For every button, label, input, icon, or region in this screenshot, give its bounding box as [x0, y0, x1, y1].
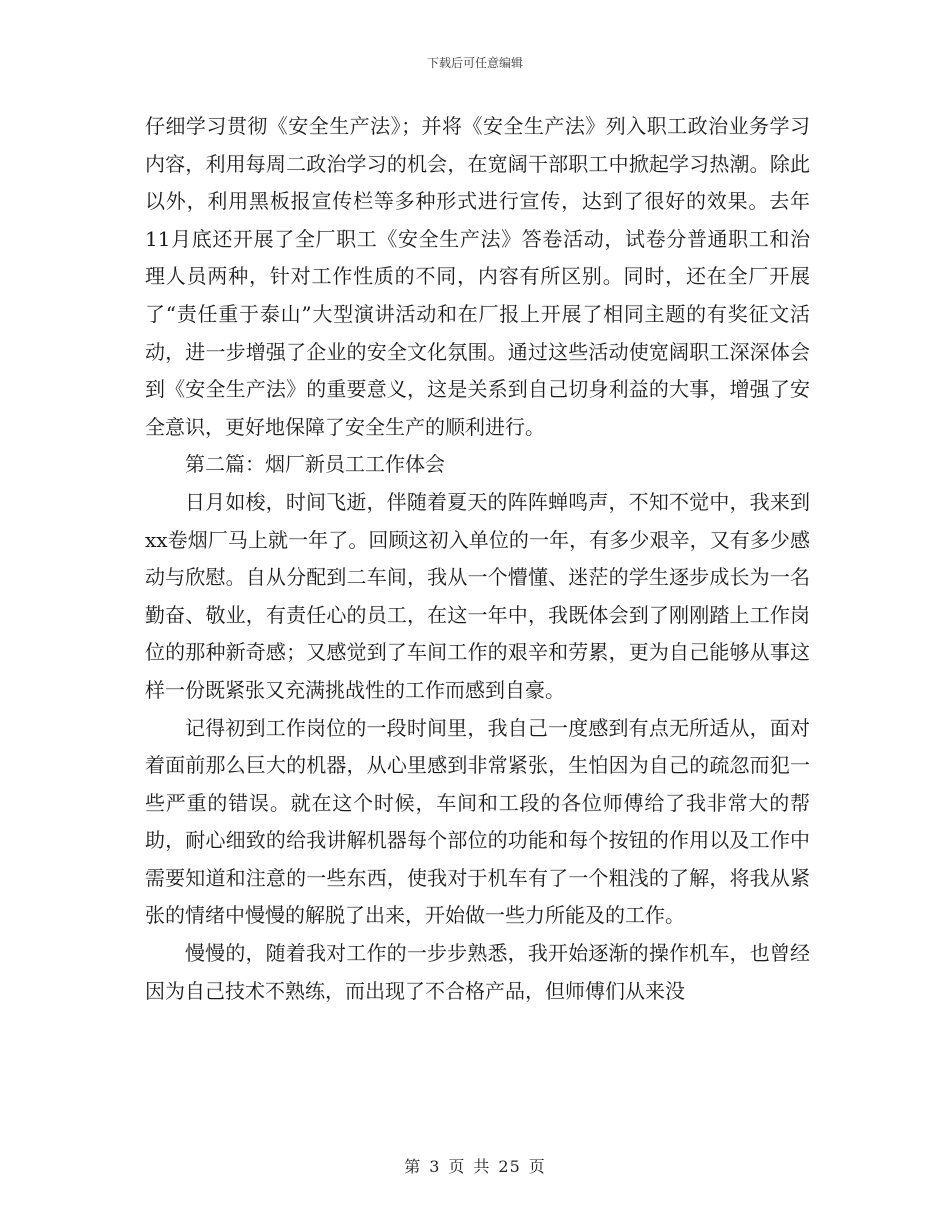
footer-page-word: 页 — [448, 1157, 466, 1176]
page-footer — [0, 1154, 950, 1177]
page-header: 下载后可任意编辑 — [426, 56, 523, 70]
footer-suffix: 页 — [528, 1157, 546, 1176]
footer-total-word: 共 — [473, 1157, 491, 1176]
paragraph: 仔细学习贯彻《安全生产法》；并将《安全生产法》列入职工政治业务学习内容，利用每周二政治学习的机会，在宽阔干部职工中掀起学习热潮。除此以外，利用黑板报宣传栏等多种形式进行宣传，达到了很好的效果。去年11月底还开展了全厂职工《安全生产法》答卷活动，试卷分普通职工和治理人员两种，针对工作性质的不同，内容有所区别。同时，还在全厂开展了“责任重于泰山”大型演讲活动和在厂报上开展了相同主题的有奖征文活动，进一步增强了企业的安全文化氛围。通过这些活动使宽阔职工深深体会到《安全生产法》的重要意义，这是关系到自己切身利益的大事，增强了安全意识，更好地保障了安全生产的顺利进行。 — [145, 114, 810, 439]
total-page-count: 25 — [498, 1157, 521, 1176]
document-body — [145, 108, 810, 1010]
paragraph: 记得初到工作岗位的一段时间里，我自己一度感到有点无所适从，面对着面前那么巨大的机器，从心里感到非常紧张，生怕因为自己的疏忽而犯一些严重的错误。就在这个时候，车间和工段的各位师傅给了我非常大的帮助，耐心细致的给我讲解机器每个部位的功能和每个按钮的作用以及工作中需要知道和注意的一些东西，使我对于机车有了一个粗浅的了解，将我从紧张的情绪中慢慢的解脱了出来，开始做一些力所能及的工作。 — [145, 715, 810, 928]
footer-prefix: 第 — [404, 1157, 422, 1176]
current-page-number: 3 — [429, 1157, 441, 1176]
section-title: 第二篇：烟厂新员工工作体会 — [185, 452, 445, 477]
paragraph: 日月如梭，时间飞逝，伴随着夏天的阵阵蝉鸣声，不知不觉中，我来到xx卷烟厂马上就一年了。回顾这初入单位的一年，有多少艰辛，又有多少感动与欣慰。自从分配到二车间，我从一个懵懂、迷茫的学生逐步成长为一名勤奋、敬业，有责任心的员工，在这一年中，我既体会到了刚刚踏上工作岗位的那种新奇感；又感觉到了车间工作的艰辛和劳累，更为自己能够从事这样一份既紧张又充满挑战性的工作而感到自豪。 — [145, 489, 810, 702]
paragraph: 慢慢的，随着我对工作的一步步熟悉，我开始逐渐的操作机车，也曾经因为自己技术不熟练，而出现了不合格产品，但师傅们从来没 — [145, 941, 810, 1003]
